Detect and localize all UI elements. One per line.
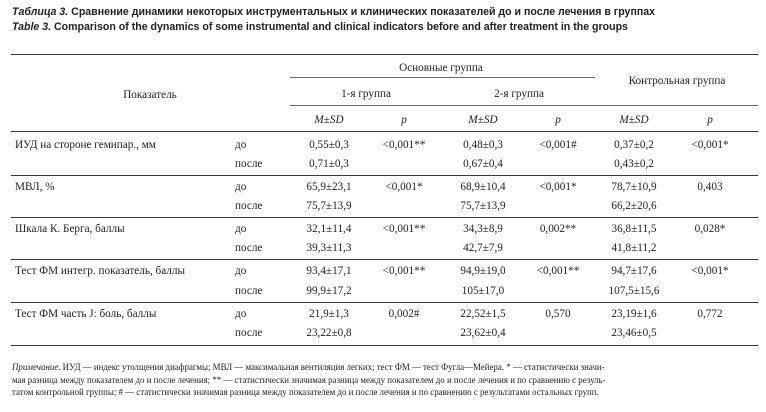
cell-g1-before: 65,9±23,1 [306, 181, 352, 193]
cell-p2: 0,570 [545, 308, 571, 320]
note-label: Примечание. [12, 362, 61, 372]
row-after-label: после [235, 327, 263, 339]
caption-en-prefix: Table 3. [12, 21, 52, 33]
cell-g2-after: 75,7±13,9 [460, 200, 506, 212]
cell-g1-after: 99,9±17,2 [306, 285, 352, 297]
cell-g1-before: 93,4±17,1 [306, 265, 352, 277]
row-divider-2 [11, 217, 758, 218]
cell-g1-after: 0,71±0,3 [309, 158, 349, 170]
row-before-label: до [235, 265, 247, 277]
cell-p2: <0,001# [539, 139, 577, 151]
cell-p1: <0,001** [382, 223, 426, 235]
row-name: МВЛ, % [15, 181, 55, 193]
cell-p2: <0,001** [536, 265, 580, 277]
cell-g1-after: 75,7±13,9 [306, 200, 352, 212]
cell-g2-before: 68,9±10,4 [460, 181, 506, 193]
cell-g2-before: 0,48±0,3 [463, 139, 503, 151]
cell-p2: 0,002** [539, 223, 577, 235]
cell-g1-before: 21,9±1,3 [309, 308, 349, 320]
row-after-label: после [235, 285, 263, 297]
caption-en [12, 20, 762, 35]
row-before-label: до [235, 223, 247, 235]
cell-control-after: 107,5±15,6 [608, 285, 660, 297]
header-group1: 1-я группа [341, 88, 391, 100]
cell-g1-before: 0,55±0,3 [309, 139, 349, 151]
header-indicator: Показатель [123, 89, 177, 101]
header-group2: 2-я группа [494, 88, 544, 100]
row-name: Тест ФМ интегр. показатель, баллы [15, 265, 185, 277]
cell-g2-after: 105±17,0 [461, 285, 505, 297]
row-divider-4 [11, 302, 758, 303]
cell-control-after: 23,46±0,5 [611, 327, 657, 339]
cell-p-control: 0,403 [697, 181, 723, 193]
subgroup-underline [290, 105, 758, 106]
caption-ru-prefix: Таблица 3. [12, 6, 69, 18]
cell-p2: <0,001* [539, 181, 577, 193]
header-p-control: p [707, 114, 713, 126]
cell-control-after: 0,43±0,2 [614, 158, 654, 170]
note-line-3: татом контрольной группы; # — статистически значимая разница между показателем до и после лечения и по сравнению с результатами остальных групп. [12, 387, 599, 397]
cell-p1: 0,002# [388, 308, 420, 320]
cell-p-control: <0,001* [691, 265, 729, 277]
table-bottom-rule [11, 345, 758, 346]
cell-g2-before: 94,9±19,0 [460, 265, 506, 277]
cell-p1: <0,001* [385, 181, 423, 193]
cell-control-after: 66,2±20,6 [611, 200, 657, 212]
table-caption [12, 5, 762, 35]
cell-p-control: 0,028* [694, 223, 726, 235]
cell-g1-after: 23,22±0,8 [306, 327, 352, 339]
header-main-group: Основные группа [399, 62, 483, 74]
caption-ru-text: Сравнение динамики некоторых инструментальных и клинических показателей до и после лечения в группах [71, 6, 656, 18]
cell-g2-after: 42,7±7,9 [463, 242, 503, 254]
cell-g1-before: 32,1±11,4 [306, 223, 352, 235]
cell-g2-after: 23,62±0,4 [460, 327, 506, 339]
header-msd-control: M±SD [619, 114, 649, 126]
cell-control-after: 41,8±11,2 [611, 242, 657, 254]
header-msd-g2: M±SD [468, 114, 498, 126]
header-bottom-rule [11, 131, 758, 132]
cell-g2-after: 0,67±0,4 [463, 158, 503, 170]
header-p-g2: p [555, 114, 561, 126]
header-p-g1: p [401, 114, 407, 126]
cell-control-before: 94,7±17,6 [611, 265, 657, 277]
main-group-underline [290, 77, 595, 78]
note-text-1: ИУД — индекс утолщения диафрагмы; МВЛ — максимальная вентиляция легких; тест ФМ — тест Фугла—Мейера. * — статистически значи- [62, 362, 605, 372]
cell-control-before: 78,7±10,9 [611, 181, 657, 193]
cell-control-before: 0,37±0,2 [614, 139, 654, 151]
cell-p1: <0,001** [382, 139, 426, 151]
cell-g2-before: 34,3±8,9 [463, 223, 503, 235]
row-name: Тест ФМ часть J: боль, баллы [15, 308, 157, 320]
cell-p1: <0,001** [382, 265, 426, 277]
cell-p-control: <0,001* [691, 139, 729, 151]
table-top-rule [11, 54, 758, 55]
header-control-group: Контрольная группа [628, 75, 726, 87]
cell-g2-before: 22,52±1,5 [460, 308, 506, 320]
row-after-label: после [235, 158, 263, 170]
cell-g1-after: 39,3±11,3 [306, 242, 352, 254]
header-msd-g1: M±SD [314, 114, 344, 126]
row-after-label: после [235, 242, 263, 254]
row-before-label: до [235, 308, 247, 320]
row-after-label: после [235, 200, 263, 212]
row-name: ИУД на стороне гемипар., мм [15, 139, 156, 151]
note-line-2: мая разница между показателем до и после лечения; ** — статистически значимая разница между показателем до и после лечения и по сравнению с резуль- [12, 374, 606, 385]
row-before-label: до [235, 139, 247, 151]
cell-p-control: 0,772 [697, 308, 723, 320]
row-divider-1 [11, 175, 758, 176]
caption-ru [12, 5, 762, 20]
caption-en-text: Comparison of the dynamics of some instrumental and clinical indicators before and after treatment in the groups [54, 21, 628, 33]
row-before-label: до [235, 181, 247, 193]
cell-control-before: 36,8±11,5 [611, 223, 657, 235]
row-name: Шкала К. Берга, баллы [15, 223, 125, 235]
note-line-1 [12, 361, 760, 374]
row-divider-3 [11, 259, 758, 260]
table-note [12, 361, 760, 399]
cell-control-before: 23,19±1,6 [611, 308, 657, 320]
